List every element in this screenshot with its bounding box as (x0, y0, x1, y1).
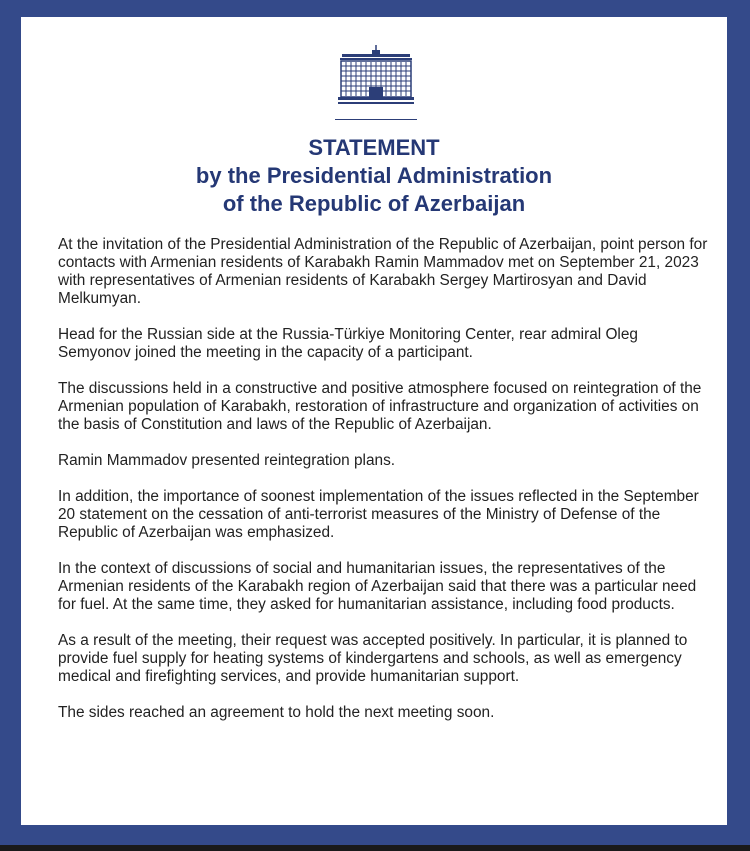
paragraph: As a result of the meeting, their request was accepted positively. In particular, it is planned to provide fuel supply for heating systems of kindergartens and schools, as well as emergency medical and firefighting services, and provide humanitarian support. (58, 632, 688, 685)
paragraph: The discussions held in a constructive and positive atmosphere focused on reintegration of the Armenian population of Karabakh, restoration of infrastructure and organization of activities on the basis of Constitution and laws of the Republic of Azerbaijan. (58, 380, 702, 433)
statement-body (58, 236, 708, 740)
frame-right-border (727, 0, 750, 851)
presidential-administration-building-icon (338, 45, 414, 107)
title-divider (335, 119, 417, 120)
frame-bottom-border (0, 825, 750, 845)
frame-left-border (0, 0, 21, 851)
paragraph: Head for the Russian side at the Russia-Türkiye Monitoring Center, rear admiral Oleg Semyonov joined the meeting in the capacity of a participant. (58, 326, 638, 361)
title-line-1: STATEMENT (308, 135, 440, 160)
title-line-3: of the Republic of Azerbaijan (222, 191, 526, 216)
frame-base-strip (0, 845, 750, 851)
paragraph: The sides reached an agreement to hold the next meeting soon. (58, 704, 495, 721)
paragraph: In the context of discussions of social and humanitarian issues, the representatives of the Armenian residents of the Karabakh region of Azerbaijan said that there was a particular need for fuel. At the same time, they asked for humanitarian assistance, including food products. (58, 560, 697, 613)
frame-top-border (0, 0, 750, 17)
paragraph: Ramin Mammadov presented reintegration plans. (58, 452, 396, 469)
statement-title (21, 134, 727, 218)
paragraph: At the invitation of the Presidential Administration of the Republic of Azerbaijan, point person for contacts with Armenian residents of Karabakh Ramin Mammadov met on September 21, 2023 with representatives of Armenian residents of Karabakh Sergey Martirosyan and David Melkumyan. (58, 236, 708, 307)
title-line-2: by the Presidential Administration (195, 163, 553, 188)
paragraph: In addition, the importance of soonest implementation of the issues reflected in the September 20 statement on the cessation of anti-terrorist measures of the Ministry of Defense of the Republic of Azerbaijan was emphasized. (58, 488, 699, 541)
